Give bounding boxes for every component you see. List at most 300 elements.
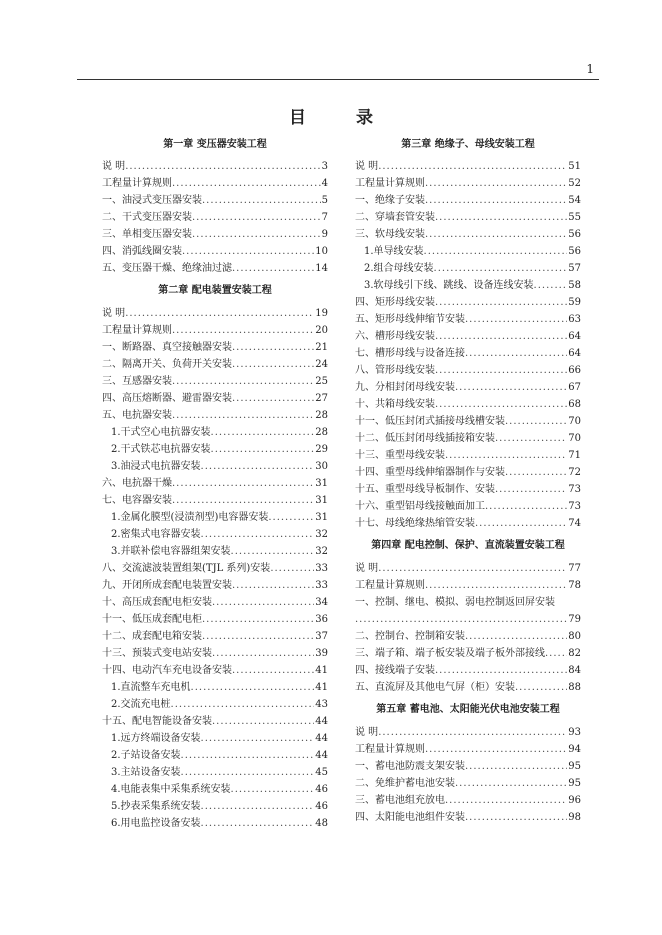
toc-page-number: 3 [321,161,328,172]
toc-page-number: 98 [568,812,581,823]
toc-page-number: 67 [568,382,581,393]
toc-leader-dots [465,311,567,328]
toc-entry-label: 三、单相变压器安装 [102,229,192,240]
toc-entry[interactable] [355,192,581,209]
toc-subentry[interactable] [355,260,581,277]
toc-entry-label: 一、绝缘子安装 [355,195,425,206]
toc-page-number: 68 [568,399,581,410]
toc-page-number: 44 [315,716,328,727]
toc-page-number: 29 [315,444,328,455]
toc-entry-label: 1.干式空心电抗器安装 [111,427,211,438]
toc-page-number: 33 [315,563,328,574]
toc-page-number: 30 [315,461,328,472]
toc-entry-label: 工程量计算规则 [355,580,425,591]
toc-entry-label: 2.子站设备安装 [111,750,181,761]
toc-entry[interactable] [355,724,581,741]
toc-entry[interactable] [102,192,328,209]
toc-entry[interactable] [355,628,581,645]
toc-subentry[interactable] [102,764,328,781]
toc-entry[interactable] [102,158,328,175]
toc-page-number: 93 [568,727,581,738]
toc-leader-dots [212,713,314,730]
toc-entry-label: 2.干式铁芯电抗器安装 [111,444,211,455]
toc-leader-dots [465,628,567,645]
toc-entry[interactable] [102,475,328,492]
toc-leader-dots [182,243,314,260]
chapter-heading: 第一章 变压器安装工程 [163,139,267,150]
toc-page-number: 48 [315,818,328,829]
toc-page-number: 82 [568,648,581,659]
toc-leader-dots [192,209,321,226]
toc-entry[interactable] [355,379,581,396]
toc-entry-label: 三、软母线安装 [355,229,425,240]
toc-entry-label: 3.软母线引下线、跳线、设备连线安装 [364,280,534,291]
toc-page-number: 20 [315,325,328,336]
toc-subentry[interactable] [102,526,328,543]
toc-leader-dots [202,611,314,628]
toc-leader-dots [435,396,567,413]
toc-entry-label: 一、蓄电池防震支架安装 [355,761,465,772]
toc-entry[interactable] [355,577,581,594]
toc-page-number: 21 [315,342,328,353]
toc-entry[interactable] [355,758,581,775]
toc-page-number: 32 [315,546,328,557]
toc-page-number: 46 [315,784,328,795]
toc-entry[interactable] [355,209,581,226]
toc-entry-label: 六、槽形母线安装 [355,331,435,342]
toc-entry-label: 四、太阳能电池组件安装 [355,812,465,823]
toc-entry-label: 说 明 [102,161,126,172]
toc-entry[interactable] [102,577,328,594]
toc-leader-dots [425,192,567,209]
toc-entry[interactable] [102,209,328,226]
toc-right-column [355,132,581,826]
toc-entry-label: 九、分相封闭母线安装 [355,382,455,393]
toc-entry[interactable] [355,775,581,792]
toc-page-number: 70 [568,416,581,427]
toc-leader-dots [425,577,567,594]
toc-entry-label: 工程量计算规则 [102,178,172,189]
chapter-heading: 第二章 配电装置安装工程 [158,285,272,296]
toc-entry[interactable] [355,311,581,328]
toc-entry[interactable] [102,260,328,277]
toc-entry[interactable] [355,175,581,192]
toc-entry-label: 1.单导线安装 [364,246,424,257]
toc-leader-dots [455,379,567,396]
toc-page-number: 73 [568,501,581,512]
toc-leader-dots [232,356,314,373]
toc-entry-label: 5.抄表采集系统安装 [111,801,201,812]
toc-leader-dots [435,294,567,311]
toc-entry[interactable] [355,294,581,311]
toc-entry[interactable] [355,741,581,758]
toc-entry-label: 十四、电动汽车充电设备安装 [102,665,232,676]
toc-entry[interactable] [355,413,581,430]
toc-entry-label: 4.电能表集中采集系统安装 [111,784,231,795]
toc-entry[interactable] [355,662,581,679]
toc-entry-label: 六、电抗器干燥 [102,478,172,489]
toc-entry-label: 二、干式变压器安装 [102,212,192,223]
toc-page-number: 51 [568,161,581,172]
toc-page-number: 9 [321,229,328,240]
toc-entry[interactable] [355,430,581,447]
toc-page-number: 64 [568,331,581,342]
toc-page-number: 37 [315,631,328,642]
toc-page-number: 84 [568,665,581,676]
toc-entry-label: 1.远方终端设备安装 [111,733,201,744]
toc-leader-dots [495,430,567,447]
toc-subentry[interactable] [102,458,328,475]
toc-leader-dots [201,815,315,832]
toc-leader-dots [534,277,568,294]
toc-entry-label: 五、矩形母线伸缩节安装 [355,314,465,325]
toc-entry-label: 十五、重型母线导板制作、安装 [355,484,495,495]
toc-page-number: 27 [315,393,328,404]
toc-entry[interactable] [355,226,581,243]
toc-leader-dots [434,260,568,277]
toc-leader-dots [231,543,315,560]
toc-page-number: 5 [321,195,328,206]
toc-entry-label: 十五、配电智能设备安装 [102,716,212,727]
toc-entry-label: 6.用电监控设备安装 [111,818,201,829]
toc-subentry[interactable] [102,424,328,441]
toc-entry[interactable] [355,515,581,532]
toc-leader-dots [201,798,315,815]
toc-page-number: 14 [315,263,328,274]
toc-entry-label: 十四、重型母线伸缩器制作与安装 [355,467,505,478]
toc-entry-label: 说 明 [355,563,379,574]
toc-leader-dots [232,339,314,356]
toc-entry[interactable] [102,645,328,662]
toc-entry-label: 3.主站设备安装 [111,767,181,778]
toc-entry[interactable] [102,243,328,260]
toc-page-number: 73 [568,484,581,495]
toc-entry-label: 工程量计算规则 [355,744,425,755]
toc-entry-label: 3.并联补偿电容器组架安装 [111,546,231,557]
toc-leader-dots [445,447,567,464]
toc-subentry[interactable] [102,798,328,815]
toc-entry[interactable] [355,362,581,379]
toc-leader-dots [232,390,314,407]
toc-entry-label: 十一、低压封闭式插接母线槽安装 [355,416,505,427]
header-rule [77,79,599,80]
toc-entry-label: 五、变压器干燥、绝缘油过滤 [102,263,232,274]
toc-subentry[interactable] [102,730,328,747]
toc-leader-dots [435,362,567,379]
toc-page-number: 41 [315,682,328,693]
toc-page-number: 95 [568,761,581,772]
toc-entry-label: 2.交流充电桩 [111,699,171,710]
toc-leader-dots [435,328,567,345]
toc-entry-label: 四、接线端子安装 [355,665,435,676]
toc-page-number: 46 [315,801,328,812]
toc-page-number: 44 [315,733,328,744]
toc-entry-label: 1.金属化膜型(浸渍剂型)电容器安装 [111,512,269,523]
toc-page-number: 58 [568,280,581,291]
toc-page-number: 64 [568,348,581,359]
toc-leader-dots [445,792,567,809]
toc-leader-dots [212,594,314,611]
toc-leader-dots [201,730,315,747]
toc-page-number: 33 [315,580,328,591]
chapter-heading: 第四章 配电控制、保护、直流装置安装工程 [371,540,565,551]
toc-leader-dots [201,458,315,475]
toc-entry-label: 一、油浸式变压器安装 [102,195,202,206]
toc-page-number: 41 [315,665,328,676]
toc-entry[interactable] [355,345,581,362]
toc-page-number: 43 [315,699,328,710]
toc-entry-label: 三、互感器安装 [102,376,172,387]
toc-entry-label: 八、交流滤波装置组架(TJL 系列)安装 [102,563,271,574]
toc-page-number: 34 [315,597,328,608]
toc-leader-dots [211,424,315,441]
toc-entry[interactable] [355,809,581,826]
toc-entry-label: 四、高压熔断器、避雷器安装 [102,393,232,404]
toc-page-number: 77 [568,563,581,574]
toc-leader-dots [465,758,567,775]
toc-leader-dots [181,764,315,781]
toc-page-number: 19 [315,308,328,319]
toc-entry[interactable] [355,396,581,413]
toc-entry[interactable] [102,662,328,679]
toc-entry[interactable] [102,713,328,730]
toc-entry-label: 四、消弧线圈安装 [102,246,182,257]
toc-leader-dots [212,645,314,662]
toc-entry-label: 说 明 [355,161,379,172]
toc-leader-dots [425,175,567,192]
toc-entry[interactable] [355,481,581,498]
toc-left-column [102,132,328,832]
toc-page-number: 79 [568,614,581,625]
toc-leader-dots [355,611,567,628]
toc-page-number: 4 [321,178,328,189]
toc-page-number: 59 [568,297,581,308]
toc-leader-dots [268,509,314,526]
toc-entry-label: 三、蓄电池组充放电 [355,795,445,806]
toc-page-number: 72 [568,467,581,478]
toc-page-number: 63 [568,314,581,325]
toc-page-number: 10 [315,246,328,257]
toc-leader-dots [232,577,314,594]
toc-leader-dots [465,345,567,362]
toc-entry-label: 十、高压成套配电柜安装 [102,597,212,608]
toc-page-number: 32 [315,529,328,540]
toc-page-number: 31 [315,495,328,506]
toc-entry[interactable] [102,594,328,611]
toc-entry[interactable] [355,464,581,481]
toc-leader-dots [201,526,315,543]
toc-entry-label: 1.直流整车充电机 [111,682,191,693]
toc-entry-label: 十二、低压封闭母线插接箱安装 [355,433,495,444]
toc-page-number: 28 [315,410,328,421]
toc-entry-label: 十七、母线绝缘热缩管安装 [355,518,475,529]
toc-subentry[interactable] [102,543,328,560]
toc-entry-label: 三、端子箱、端子板安装及端子板外部接线 [355,648,545,659]
toc-leader-dots [172,475,314,492]
toc-leader-dots [545,645,567,662]
toc-entry[interactable] [102,373,328,390]
toc-entry[interactable] [102,611,328,628]
toc-leader-dots [202,192,321,209]
toc-page-number: 95 [568,778,581,789]
toc-entry-label: 四、矩形母线安装 [355,297,435,308]
toc-entry-label: 十三、重型母线安装 [355,450,445,461]
toc-entry-label: 十三、预装式变电站安装 [102,648,212,659]
toc-page-number: 39 [315,648,328,659]
toc-leader-dots [495,481,567,498]
toc-leader-dots [378,158,567,175]
toc-entry-label: 十二、成套配电箱安装 [102,631,202,642]
toc-entry-label: 八、管形母线安装 [355,365,435,376]
toc-leader-dots [172,407,314,424]
toc-entry[interactable] [355,594,581,611]
toc-entry[interactable] [355,560,581,577]
toc-entry-label: 十、共箱母线安装 [355,399,435,410]
toc-entry-label: 九、开闭所成套配电装置安装 [102,580,232,591]
toc-entry-label: 七、槽形母线与设备连接 [355,348,465,359]
toc-entry-label: 3.油浸式电抗器安装 [111,461,201,472]
toc-entry[interactable] [102,305,328,322]
toc-subentry[interactable] [102,679,328,696]
toc-page-number: 66 [568,365,581,376]
toc-entry-label: 说 明 [102,308,126,319]
toc-leader-dots [425,226,567,243]
toc-title: 目 录 [289,108,395,128]
toc-entry-label: 五、电抗器安装 [102,410,172,421]
toc-entry-label: 十一、低压成套配电柜 [102,614,202,625]
toc-entry[interactable] [102,226,328,243]
toc-leader-dots [192,226,321,243]
toc-leader-dots [270,560,314,577]
toc-entry-label: 工程量计算规则 [355,178,425,189]
toc-page-number: 25 [315,376,328,387]
toc-entry-label: 一、控制、继电、模拟、弱电控制返回屏安装 [355,597,555,608]
toc-entry[interactable] [355,792,581,809]
toc-page-number: 96 [568,795,581,806]
toc-page-number: 71 [568,450,581,461]
toc-page-number: 44 [315,750,328,761]
toc-leader-dots [181,747,315,764]
toc-page-number: 70 [568,433,581,444]
toc-subentry[interactable] [102,747,328,764]
toc-entry[interactable] [102,628,328,645]
toc-leader-dots [232,260,314,277]
toc-leader-dots [125,305,314,322]
chapter-heading: 第五章 蓄电池、太阳能光伏电池安装工程 [376,704,560,715]
toc-entry-label: 二、穿墙套管安装 [355,212,435,223]
toc-entry[interactable] [355,158,581,175]
toc-leader-dots [475,515,567,532]
toc-entry[interactable] [355,447,581,464]
toc-page-number: 80 [568,631,581,642]
toc-page-number: 74 [568,518,581,529]
toc-page-number: 24 [315,359,328,370]
toc-leader-dots [435,662,567,679]
toc-leader-dots [378,560,567,577]
toc-page-number: 28 [315,427,328,438]
toc-page-number: 31 [315,512,328,523]
toc-entry-label: 二、隔离开关、负荷开关安装 [102,359,232,370]
toc-page-number: 54 [568,195,581,206]
toc-leader-dots [505,413,567,430]
toc-leader-dots [435,209,567,226]
toc-subentry[interactable] [355,243,581,260]
toc-leader-dots [171,696,315,713]
toc-page-number: 78 [568,580,581,591]
toc-entry[interactable] [102,322,328,339]
toc-subentry[interactable] [102,696,328,713]
toc-entry[interactable] [102,339,328,356]
toc-leader-dots [202,628,314,645]
toc-entry-label: 2.密集式电容器安装 [111,529,201,540]
toc-entry[interactable] [355,328,581,345]
toc-entry-label: 十六、重型铝母线接触面加工 [355,501,485,512]
toc-entry-label: 七、电容器安装 [102,495,172,506]
toc-leader-dots [455,775,567,792]
toc-entry[interactable] [102,492,328,509]
toc-leader-dots [232,662,314,679]
toc-entry-label: 五、直流屏及其他电气屏（柜）安装 [355,682,515,693]
toc-page-number: 57 [568,263,581,274]
toc-page-number: 7 [321,212,328,223]
toc-subentry[interactable] [102,509,328,526]
toc-leader-dots [125,158,320,175]
chapter-heading: 第三章 绝缘子、母线安装工程 [401,139,535,150]
toc-page-number: 94 [568,744,581,755]
toc-entry[interactable] [102,407,328,424]
toc-leader-dots [231,781,315,798]
toc-leader-dots [424,243,568,260]
toc-leader-dots [172,322,314,339]
toc-entry-label: 二、免维护蓄电池安装 [355,778,455,789]
toc-leader-dots [505,464,567,481]
toc-entry-label: 一、断路器、真空接触器安装 [102,342,232,353]
toc-page-number: 88 [568,682,581,693]
toc-page-number: 45 [315,767,328,778]
toc-entry[interactable] [102,390,328,407]
toc-entry-label: 二、控制台、控制箱安装 [355,631,465,642]
toc-leader-dots [485,498,567,515]
toc-subentry[interactable] [102,441,328,458]
toc-leader-dots [211,441,315,458]
toc-entry[interactable] [355,498,581,515]
toc-page-number: 55 [568,212,581,223]
toc-entry[interactable] [102,560,328,577]
toc-entry-label: 工程量计算规则 [102,325,172,336]
toc-page-number: 56 [568,246,581,257]
toc-entry[interactable] [102,356,328,373]
toc-entry[interactable] [355,611,581,628]
toc-leader-dots [515,679,567,696]
toc-leader-dots [425,741,567,758]
toc-subentry[interactable] [355,277,581,294]
toc-entry-label: 2.组合母线安装 [364,263,434,274]
toc-entry[interactable] [355,645,581,662]
toc-page-number: 52 [568,178,581,189]
toc-page-number: 31 [315,478,328,489]
toc-subentry[interactable] [102,815,328,832]
toc-leader-dots [172,175,321,192]
toc-entry[interactable] [102,175,328,192]
page-number: 1 [586,62,594,76]
toc-leader-dots [378,724,567,741]
toc-page-number: 56 [568,229,581,240]
toc-page-number: 36 [315,614,328,625]
toc-subentry[interactable] [102,781,328,798]
toc-leader-dots [465,809,567,826]
toc-leader-dots [191,679,315,696]
toc-entry[interactable] [355,679,581,696]
